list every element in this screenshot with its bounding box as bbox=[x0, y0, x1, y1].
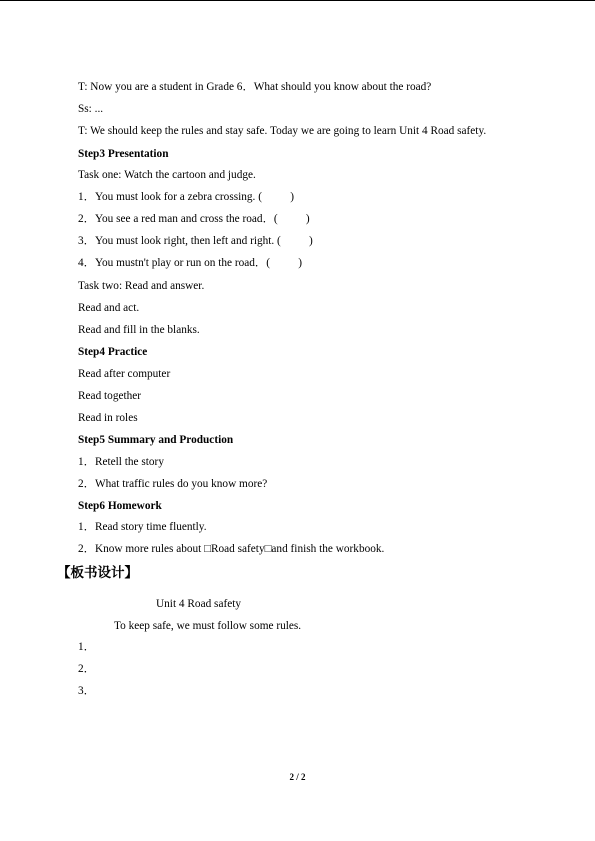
judge-item-3: 3．You must look right, then left and right. ( ) bbox=[78, 235, 313, 247]
top-rule bbox=[0, 0, 595, 1]
practice-item-1: Read after computer bbox=[78, 368, 171, 380]
dialogue-teacher-question: T: Now you are a student in Grade 6．What should you know about the road? bbox=[78, 81, 432, 93]
summary-item-1: 1．Retell the story bbox=[78, 456, 164, 468]
board-item-2: 2． bbox=[78, 663, 95, 675]
step6-heading: Step6 Homework bbox=[78, 500, 162, 512]
board-item-1: 1． bbox=[78, 641, 95, 653]
practice-item-3: Read in roles bbox=[78, 412, 138, 424]
homework-item-1: 1．Read story time fluently. bbox=[78, 521, 207, 533]
read-and-act-line: Read and act. bbox=[78, 302, 140, 314]
read-and-fill-line: Read and fill in the blanks. bbox=[78, 324, 200, 336]
board-subtitle: To keep safe, we must follow some rules. bbox=[114, 620, 302, 632]
step3-heading: Step3 Presentation bbox=[78, 148, 169, 160]
practice-item-2: Read together bbox=[78, 390, 142, 402]
task-one-line: Task one: Watch the cartoon and judge. bbox=[78, 169, 256, 181]
board-title: Unit 4 Road safety bbox=[156, 598, 242, 610]
page-number: 2 / 2 bbox=[289, 772, 306, 782]
summary-item-2: 2．What traffic rules do you know more? bbox=[78, 478, 268, 490]
task-two-line: Task two: Read and answer. bbox=[78, 280, 205, 292]
step5-heading: Step5 Summary and Production bbox=[78, 434, 234, 446]
homework-item-2: 2．Know more rules about □Road safety□and finish the workbook. bbox=[78, 543, 385, 555]
step4-heading: Step4 Practice bbox=[78, 346, 148, 358]
board-item-3: 3． bbox=[78, 685, 95, 697]
dialogue-students-reply: Ss: ... bbox=[78, 103, 104, 115]
judge-item-1: 1．You must look for a zebra crossing. ( ) bbox=[78, 191, 294, 203]
judge-item-2: 2．You see a red man and cross the road．( ) bbox=[78, 213, 310, 225]
board-design-heading: 【板书设计】 bbox=[57, 565, 138, 581]
judge-item-4: 4．You mustn't play or run on the road．( ) bbox=[78, 257, 302, 269]
dialogue-teacher-intro: T: We should keep the rules and stay safe. Today we are going to learn Unit 4 Road safety. bbox=[78, 125, 487, 137]
